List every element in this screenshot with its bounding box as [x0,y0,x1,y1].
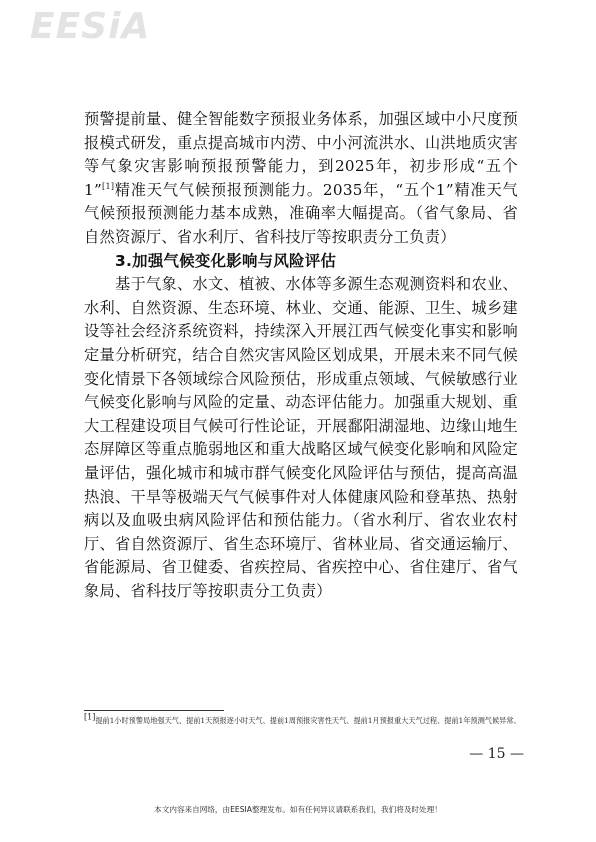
footnote-marker: [1] [84,712,96,722]
footnote [84,712,524,726]
page-number: — 15 — [469,746,524,762]
paragraph-forecast [84,108,518,250]
footnote-reference: [1] [102,181,115,191]
footnote-divider [84,710,224,711]
eesia-logo: EESiA [30,6,151,47]
section-heading: 3.加强气候变化影响与风险评估 [115,251,337,270]
document-body [84,108,518,603]
paragraph-climate-risk: 基于气象、水文、植被、水体等多源生态观测资料和农业、水利、自然资源、生态环境、林业、交通、能源、卫生、城乡建设等社会经济系统资料，持续深入开展江西气候变化事实和影响定量分析研究，结合自然灾害风险区划成果，开展未来不同气候变化情景下各领域综合风险预估，形成重点领域、气候敏感行业气候变化影响与风险的定量、动态评估能力。加强重大规划、重大工程建设项目气候可行性论证，开展鄱阳湖湿地、边缘山地生态屏障区等重点脆弱地区和重大战略区域气候变化影响和风险定量评估，强化城市和城市群气候变化风险评估与预估，提高高温热浪、干旱等极端天气气候事件对人体健康风险和登革热、热射病以及血吸虫病风险评估和预估能力。（省水利厅、省农业农村厅、省自然资源厅、省生态环境厅、省林业局、省交通运输厅、省能源局、省卫健委、省疾控局、省疾控中心、省住建厅、省气象局、省科技厅等按职责分工负责） [84,275,518,600]
paragraph-forecast-text: 预警提前量、健全智能数字预报业务体系，加强区域中小尺度预报模式研发，重点提高城市内涝、中小河流洪水、山洪地质灾害等气象灾害影响预报预警能力，到2025年，初步形成“五个1” [84,110,518,199]
footnote-text: 提前1小时预警局地强天气、提前1天预报逐小时天气、提前1周预报灾害性天气、提前1月预报重大天气过程、提前1年预测气候异常。 [95,716,521,725]
footer-disclaimer: 本文内容来自网络，由EESIA整理发布。如有任何异议请联系我们，我们将及时处理！ [154,805,442,814]
paragraph-forecast-continued: 精准天气气候预报预测能力。2035年，“五个1”精准天气气候预报预测能力基本成熟，准确率大幅提高。（省气象局、省自然资源厅、省水利厅、省科技厅等按职责分工负责） [84,180,518,246]
